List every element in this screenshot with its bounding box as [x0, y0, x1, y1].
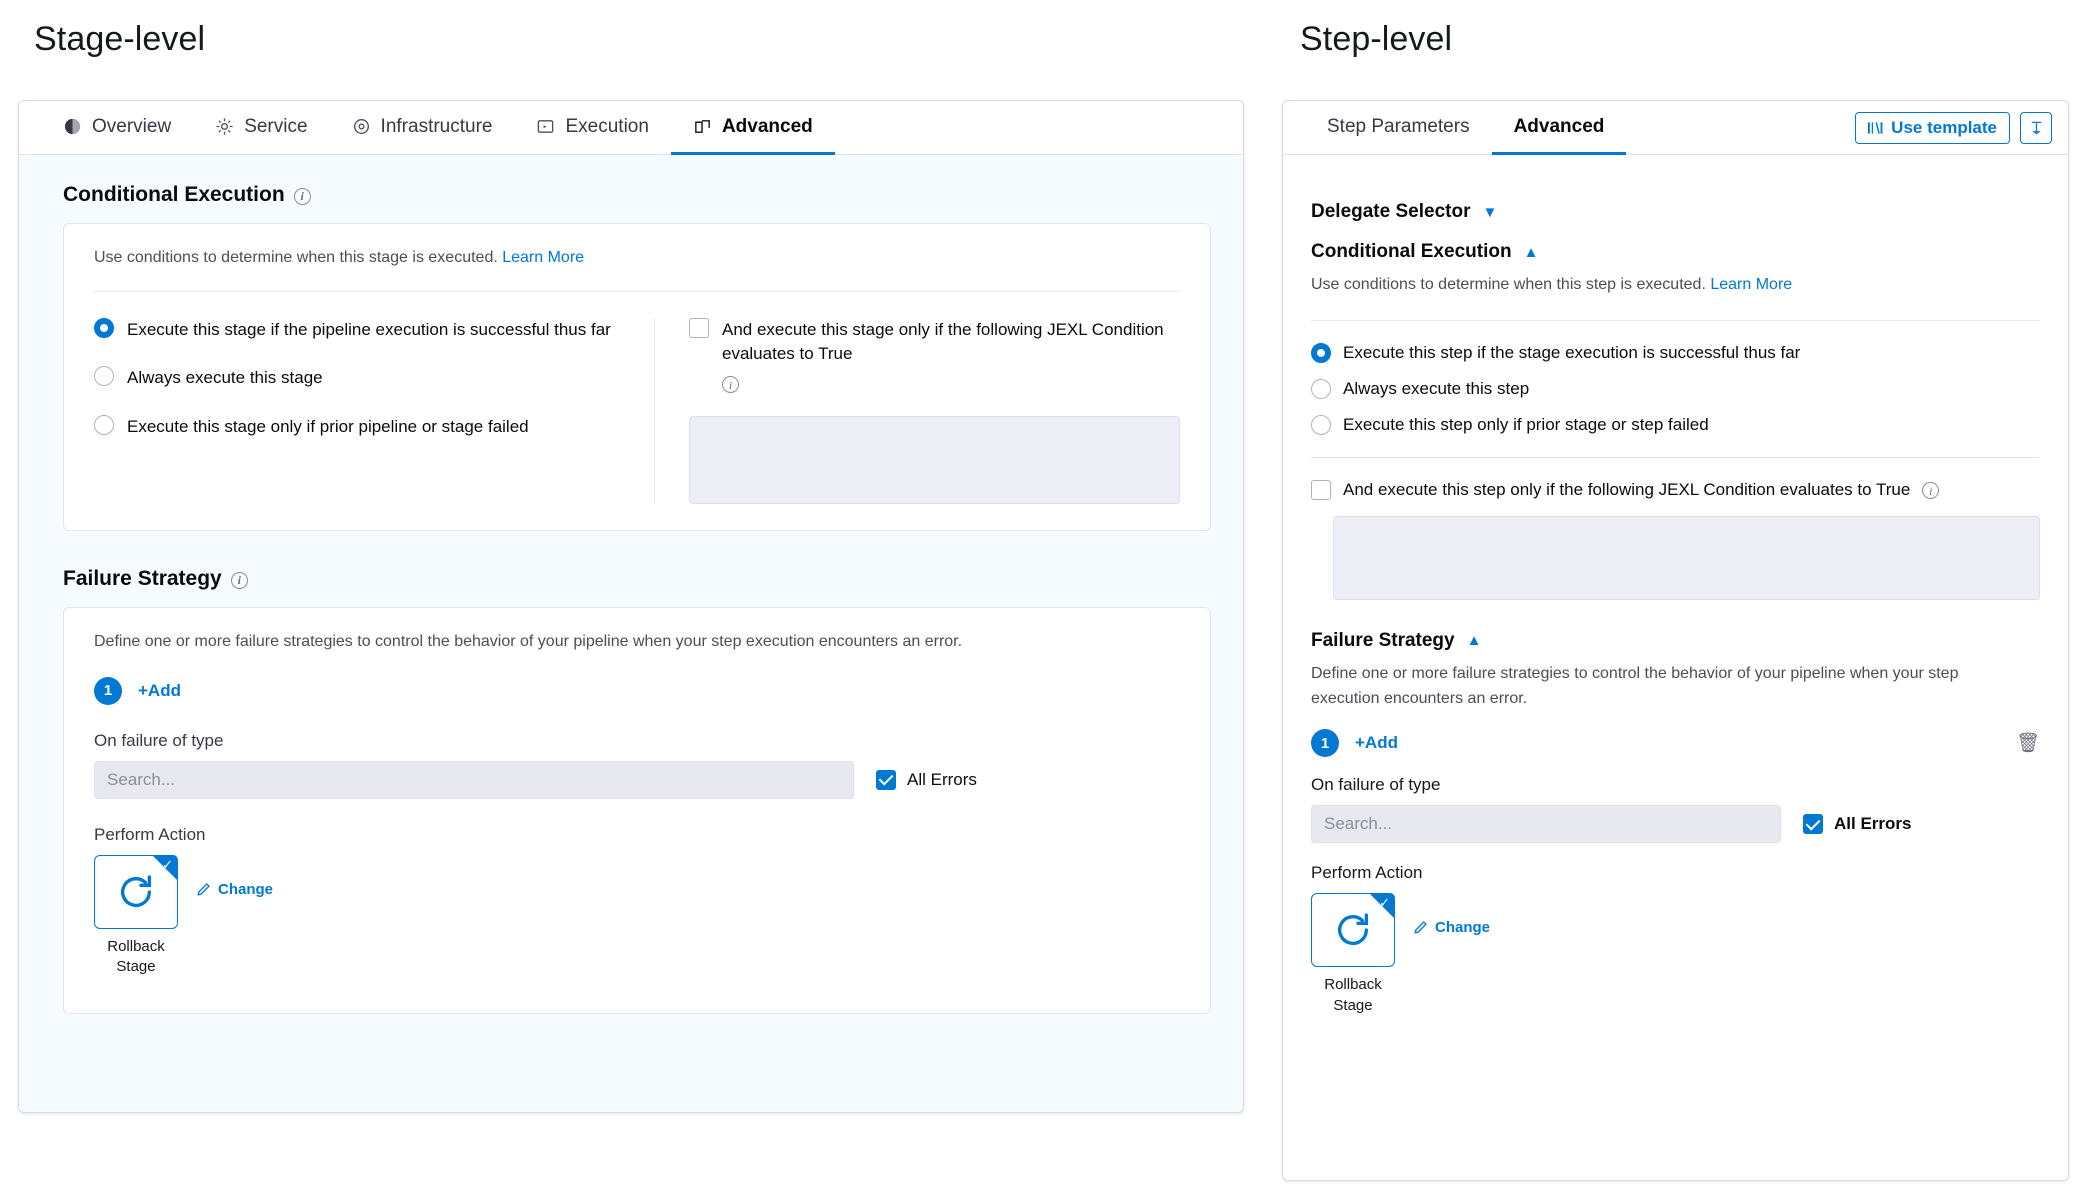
step-failure-strategy-description: Define one or more failure strategies to control the behavior of your pipeline when your step execution encounters an error.: [1311, 664, 1959, 707]
step-conditional-execution-title: Conditional Execution: [1311, 241, 1512, 262]
pencil-icon: [1413, 920, 1428, 935]
chevron-up-icon[interactable]: ▲: [1523, 243, 1539, 261]
step-action-tile-caption-line2: Stage: [1333, 996, 1373, 1014]
stage-failure-strategy-title-text: Failure Strategy: [63, 567, 222, 591]
stage-perform-action-label: Perform Action: [94, 824, 206, 844]
stage-conditional-execution-title-text: Conditional Execution: [63, 183, 285, 206]
step-failure-strategy-title: Failure Strategy: [1311, 629, 1455, 651]
stage-failure-search-placeholder: Search...: [107, 769, 176, 789]
advanced-icon: [693, 117, 712, 136]
stage-failure-strategy-index[interactable]: 1: [94, 677, 122, 705]
checkbox-icon-checked[interactable]: [1803, 814, 1823, 834]
step-conditional-execution-description-text: Use conditions to determine when this step is executed.: [1311, 276, 1706, 293]
stage-conditional-columns: [94, 318, 1180, 504]
rollback-icon: [1333, 910, 1373, 950]
tab-service-label: Service: [244, 115, 308, 137]
pencil-icon: [196, 882, 211, 897]
pin-template-button[interactable]: [2020, 112, 2052, 144]
tab-execution[interactable]: [514, 101, 670, 155]
checkbox-icon[interactable]: [689, 318, 709, 338]
step-on-failure-label: On failure of type: [1311, 775, 1441, 795]
step-delegate-selector-title: Delegate Selector: [1311, 201, 1471, 222]
stage-failure-strategy-add-button[interactable]: +Add: [138, 680, 181, 700]
step-advanced-body: [1283, 155, 2068, 1180]
radio-icon-selected[interactable]: [1311, 343, 1331, 363]
step-level-caption: Step-level: [1300, 20, 1453, 58]
step-conditional-execution-description: [1311, 273, 2040, 298]
info-icon[interactable]: i: [294, 188, 311, 205]
step-failure-strategy-index[interactable]: 1: [1311, 729, 1339, 757]
step-perform-action-row: [1311, 893, 2040, 1016]
step-change-action-label: Change: [1435, 919, 1491, 937]
tab-advanced-label: Advanced: [721, 115, 813, 137]
stage-radio-option-failed[interactable]: [94, 415, 630, 440]
step-on-failure-row: [1311, 805, 2040, 843]
stage-action-tile-caption-line1: Rollback: [107, 937, 165, 955]
stage-on-failure-row: [94, 761, 1180, 799]
checkbox-icon-checked[interactable]: [876, 770, 896, 790]
info-icon[interactable]: i: [1922, 482, 1939, 499]
stage-failure-strategy-card: [63, 607, 1211, 1014]
template-icon: [1868, 121, 1883, 135]
stage-action-tile-caption-line2: Stage: [116, 958, 156, 976]
stage-all-errors-option[interactable]: [876, 770, 977, 790]
step-radio-option-always-label: Always execute this step: [1343, 378, 1530, 398]
stage-conditional-execution-description-text: Use conditions to determine when this stage is executed.: [94, 249, 498, 266]
stage-level-panel: [18, 100, 1244, 1113]
step-radio-option-failed[interactable]: [1311, 415, 2040, 435]
step-jexl-checkbox-row[interactable]: [1311, 480, 2040, 500]
step-all-errors-option[interactable]: [1803, 814, 1911, 834]
tab-execution-label: Execution: [565, 115, 649, 137]
stage-change-action-label: Change: [218, 880, 274, 898]
stage-radio-option-failed-label: Execute this stage only if prior pipeline or stage failed: [127, 417, 529, 437]
step-all-errors-label: All Errors: [1834, 814, 1912, 834]
stage-radio-option-success-label: Execute this stage if the pipeline execution is successful thus far: [127, 319, 611, 339]
tab-step-advanced[interactable]: [1492, 101, 1627, 155]
rollback-icon: [116, 872, 156, 912]
divider: [1311, 320, 2040, 321]
radio-icon[interactable]: [94, 415, 114, 435]
stage-failure-strategy-tabs: [94, 677, 1180, 705]
tab-step-advanced-label: Advanced: [1513, 115, 1605, 137]
step-action-tile-caption-line1: Rollback: [1324, 976, 1382, 994]
step-radio-option-failed-label: Execute this step only if prior stage or step failed: [1343, 414, 1709, 434]
step-failure-search-placeholder: Search...: [1324, 814, 1393, 834]
stage-conditional-execution-title: [63, 183, 1211, 207]
overview-icon: [63, 117, 82, 136]
step-conditional-execution-header[interactable]: [1311, 241, 2040, 263]
tab-step-parameters-label: Step Parameters: [1327, 115, 1470, 137]
tab-step-parameters[interactable]: [1305, 101, 1492, 155]
checkbox-icon[interactable]: [1311, 480, 1331, 500]
stage-conditional-learn-more-link[interactable]: Learn More: [502, 249, 585, 266]
stage-radio-option-always[interactable]: [94, 366, 630, 391]
stage-failure-strategy-title: [63, 567, 1211, 591]
tab-infrastructure-label: Infrastructure: [380, 115, 493, 137]
stage-failure-strategy-description: Define one or more failure strategies to control the behavior of your pipeline when your step execution encounters an error.: [94, 633, 963, 651]
stage-tab-bar: [19, 101, 1243, 155]
step-conditional-radio-group: [1311, 343, 2040, 435]
step-failure-search-input[interactable]: [1311, 805, 1781, 843]
step-failure-strategy-add-button[interactable]: +Add: [1355, 733, 1398, 753]
infrastructure-icon: [352, 117, 371, 136]
check-icon: ✓: [162, 856, 173, 872]
radio-icon[interactable]: [1311, 379, 1331, 399]
stage-failure-search-input[interactable]: [94, 761, 854, 799]
use-template-button[interactable]: [1855, 112, 2010, 144]
step-tab-bar: [1283, 101, 2068, 155]
step-failure-strategy-header[interactable]: [1311, 630, 2040, 652]
use-template-label: Use template: [1891, 117, 1997, 137]
stage-level-caption: Stage-level: [34, 20, 206, 58]
stage-conditional-execution-description: [94, 246, 1180, 271]
radio-icon-selected[interactable]: [94, 318, 114, 338]
check-icon: ✓: [1379, 895, 1390, 911]
step-change-action-button[interactable]: [1413, 919, 1490, 936]
info-icon[interactable]: i: [722, 376, 739, 393]
stage-jexl-section: [689, 318, 1180, 504]
step-jexl-label: And execute this step only if the following JEXL Condition evaluates to True: [1343, 479, 1911, 499]
step-level-panel: [1282, 100, 2069, 1181]
tab-overview-label: Overview: [92, 115, 172, 137]
stage-radio-option-always-label: Always execute this stage: [127, 368, 323, 388]
divider: [94, 291, 1180, 292]
radio-icon[interactable]: [1311, 415, 1331, 435]
radio-icon[interactable]: [94, 366, 114, 386]
execution-icon: [536, 117, 555, 136]
stage-jexl-label: And execute this stage only if the following JEXL Condition evaluates to True: [722, 319, 1164, 364]
tab-infrastructure[interactable]: [330, 101, 515, 155]
stage-conditional-radio-group: [94, 318, 654, 504]
divider: [1311, 457, 2040, 458]
info-icon[interactable]: i: [231, 572, 248, 589]
chevron-up-icon[interactable]: ▲: [1466, 632, 1482, 650]
step-conditional-learn-more-link[interactable]: Learn More: [1710, 276, 1793, 293]
tab-service[interactable]: [193, 101, 329, 155]
stage-all-errors-label: All Errors: [907, 769, 977, 789]
step-radio-option-always[interactable]: [1311, 379, 2040, 399]
stage-perform-action-row: [94, 855, 1180, 978]
step-radio-option-success-label: Execute this step if the stage execution is successful thus far: [1343, 342, 1801, 362]
stage-action-tile-rollback-stage[interactable]: [94, 855, 178, 929]
trash-icon[interactable]: 🗑: [2015, 733, 2040, 755]
step-radio-option-success[interactable]: [1311, 343, 2040, 363]
step-action-tile-caption: [1311, 975, 1395, 1016]
stage-conditional-execution-card: [63, 223, 1211, 531]
stage-jexl-input[interactable]: [689, 416, 1180, 504]
stage-on-failure-label: On failure of type: [94, 730, 224, 750]
step-jexl-input[interactable]: [1333, 516, 2040, 600]
step-action-tile-rollback-stage[interactable]: [1311, 893, 1395, 967]
stage-change-action-button[interactable]: [196, 881, 273, 898]
step-delegate-selector-header[interactable]: [1311, 201, 2040, 223]
chevron-down-icon[interactable]: ▼: [1482, 203, 1498, 221]
tab-advanced[interactable]: [671, 101, 835, 155]
stage-radio-option-success[interactable]: [94, 318, 630, 343]
pin-template-icon: [2029, 120, 2044, 135]
stage-action-tile-caption: [94, 937, 178, 978]
step-failure-strategy-tabs: [1311, 729, 2040, 757]
step-perform-action-label: Perform Action: [1311, 863, 1423, 883]
service-icon: [215, 117, 234, 136]
vertical-divider: [654, 318, 655, 504]
stage-jexl-checkbox-row[interactable]: [689, 318, 1180, 392]
stage-advanced-body: [19, 155, 1243, 1112]
tab-overview[interactable]: [41, 101, 193, 155]
